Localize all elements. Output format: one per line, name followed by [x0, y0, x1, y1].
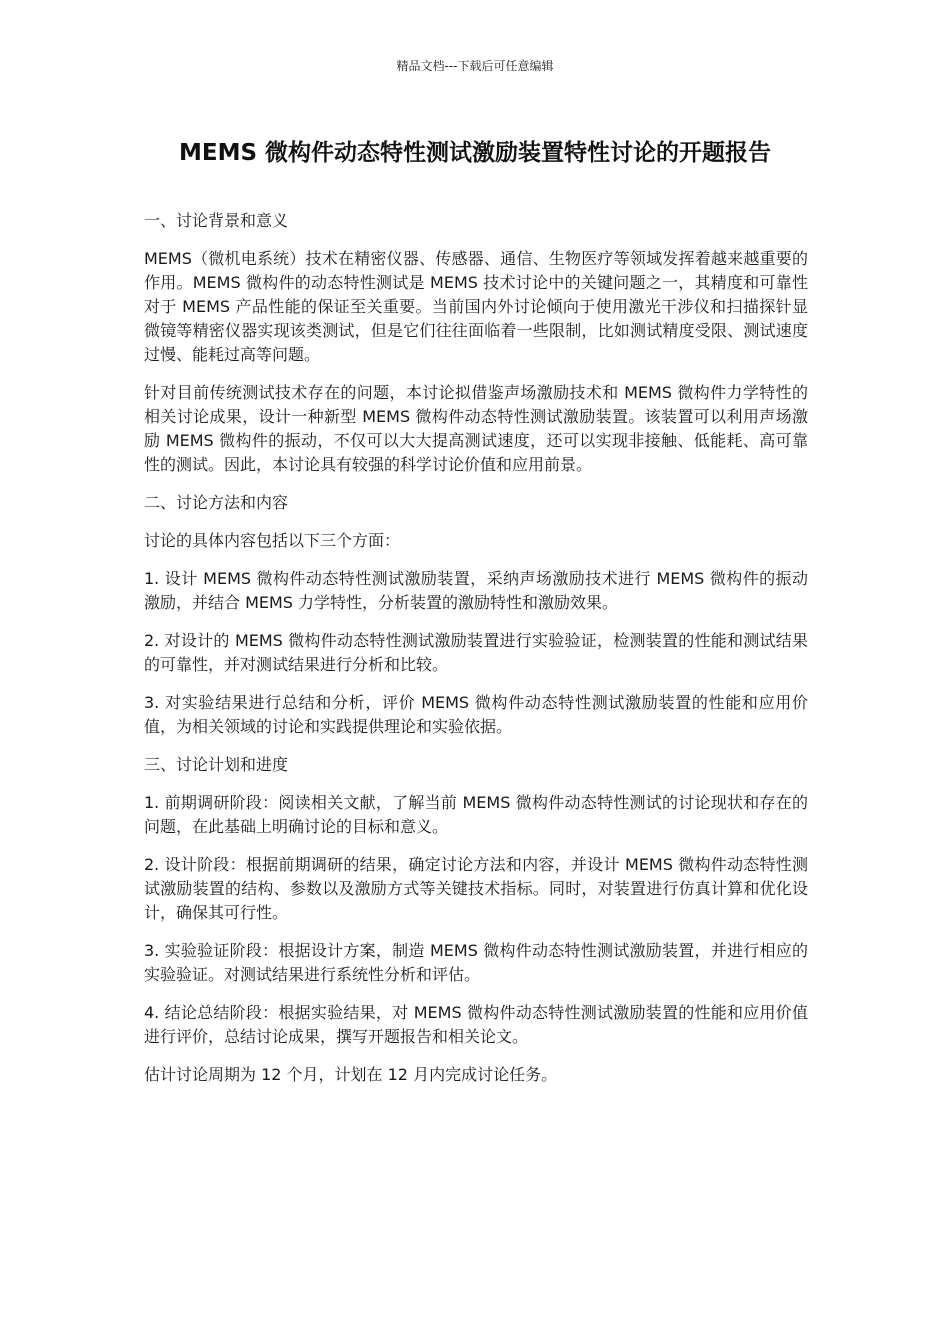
section-heading-methods: 二、讨论方法和内容 [144, 493, 289, 512]
list-item-method-2: 2. 对设计的 MEMS 微构件动态特性测试激励装置进行实验验证，检测装置的性能和测试结果的可靠性，并对测试结果进行分析和比较。 [144, 631, 808, 674]
section-heading-plan: 三、讨论计划和进度 [144, 755, 289, 774]
paragraph-timeline: 估计讨论周期为 12 个月，计划在 12 月内完成讨论任务。 [144, 1065, 558, 1084]
list-item-method-1: 1. 设计 MEMS 微构件动态特性测试激励装置，采纳声场激励技术进行 MEMS 微构件的振动激励，并结合 MEMS 力学特性，分析装置的激励特性和激励效果。 [144, 569, 808, 612]
list-item-plan-1: 1. 前期调研阶段：阅读相关文献，了解当前 MEMS 微构件动态特性测试的讨论现状和存在的问题，在此基础上明确讨论的目标和意义。 [144, 793, 808, 836]
section-heading-background: 一、讨论背景和意义 [144, 211, 289, 230]
list-item-plan-4: 4. 结论总结阶段：根据实验结果，对 MEMS 微构件动态特性测试激励装置的性能和应用价值进行评价，总结讨论成果，撰写开题报告和相关论文。 [144, 1003, 808, 1046]
list-item-method-3: 3. 对实验结果进行总结和分析，评价 MEMS 微构件动态特性测试激励装置的性能和应用价值，为相关领域的讨论和实践提供理论和实验依据。 [144, 693, 808, 736]
list-item-plan-2: 2. 设计阶段：根据前期调研的结果，确定讨论方法和内容，并设计 MEMS 微构件动态特性测试激励装置的结构、参数以及激励方式等关键技术指标。同时，对装置进行仿真计算和优化设计，确保其可行性。 [144, 855, 808, 922]
list-item-plan-3: 3. 实验验证阶段：根据设计方案，制造 MEMS 微构件动态特性测试激励装置，并进行相应的实验验证。对测试结果进行系统性分析和评估。 [144, 941, 808, 984]
document-title: MEMS 微构件动态特性测试激励装置特性讨论的开题报告 [178, 140, 772, 166]
paragraph-methods-intro: 讨论的具体内容包括以下三个方面： [144, 531, 401, 550]
paragraph-background-1: MEMS（微机电系统）技术在精密仪器、传感器、通信、生物医疗等领域发挥着越来越重要的作用。MEMS 微构件的动态特性测试是 MEMS 技术讨论中的关键问题之一，其精度和可靠性对于 MEMS 产品性能的保证至关重要。当前国内外讨论倾向于使用激光干涉仪和扫描探针显微镜等精密仪器实现该类测试，但是它们往往面临着一些限制，比如测试精度受限、测试速度过慢、能耗过高等问题。 [144, 249, 808, 364]
header-note: 精品文档---下载后可任意编辑 [396, 59, 554, 73]
document-body [144, 209, 808, 1101]
paragraph-background-2: 针对目前传统测试技术存在的问题，本讨论拟借鉴声场激励技术和 MEMS 微构件力学特性的相关讨论成果，设计一种新型 MEMS 微构件动态特性测试激励装置。该装置可以利用声场激励 MEMS 微构件的振动，不仅可以大大提高测试速度，还可以实现非接触、低能耗、高可靠性的测试。因此，本讨论具有较强的科学讨论价值和应用前景。 [144, 383, 808, 474]
